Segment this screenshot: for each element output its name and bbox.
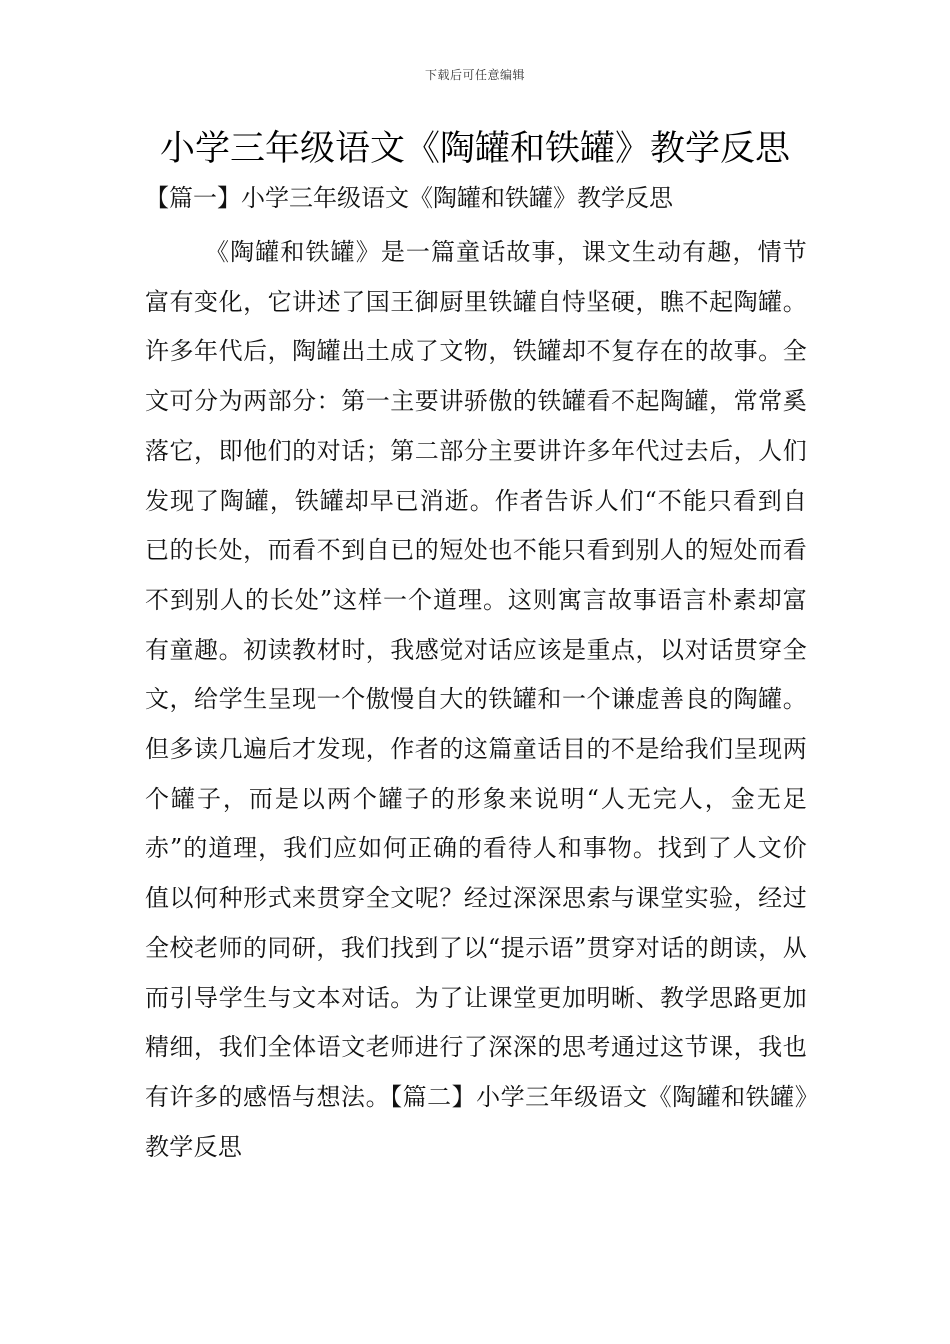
header-note: 下载后可任意编辑 [424, 68, 525, 82]
section-heading: 【篇一】小学三年级语文《陶罐和铁罐》教学反思 [145, 184, 673, 212]
document-title: 小学三年级语文《陶罐和铁罐》教学反思 [159, 129, 790, 169]
body-paragraph: 《陶罐和铁罐》是一篇童话故事，课文生动有趣，情节富有变化，它讲述了国王御厨里铁罐自恃坚硬，瞧不起陶罐。许多年代后，陶罐出土成了文物，铁罐却不复存在的故事。全文可分为两部分：第一主要讲骄傲的铁罐看不起陶罐，常常奚落它，即他们的对话；第二部分主要讲许多年代过去后，人们发现了陶罐，铁罐却早已消逝。作者告诉人们“不能只看到自已的长处，而看不到自已的短处也不能只看到别人的短处而看不到别人的长处”这样一个道理。这则寓言故事语言朴素却富有童趣。初读教材时，我感觉对话应该是重点，以对话贯穿全文，给学生呈现一个傲慢自大的铁罐和一个谦虚善良的陶罐。但多读几遍后才发现，作者的这篇童话目的不是给我们呈现两个罐子，而是以两个罐子的形象来说明“人无完人，金无足赤”的道理，我们应如何正确的看待人和事物。找到了人文价值以何种形式来贯穿全文呢？经过深深思索与课堂实验，经过全校老师的同研，我们找到了以“提示语”贯穿对话的朗读，从而引导学生与文本对话。为了让课堂更加明晰、教学思路更加精细，我们全体语文老师进行了深深的思考通过这节课，我也有许多的感悟与想法。【篇二】小学三年级语文《陶罐和铁罐》教学反思 [145, 238, 807, 1161]
